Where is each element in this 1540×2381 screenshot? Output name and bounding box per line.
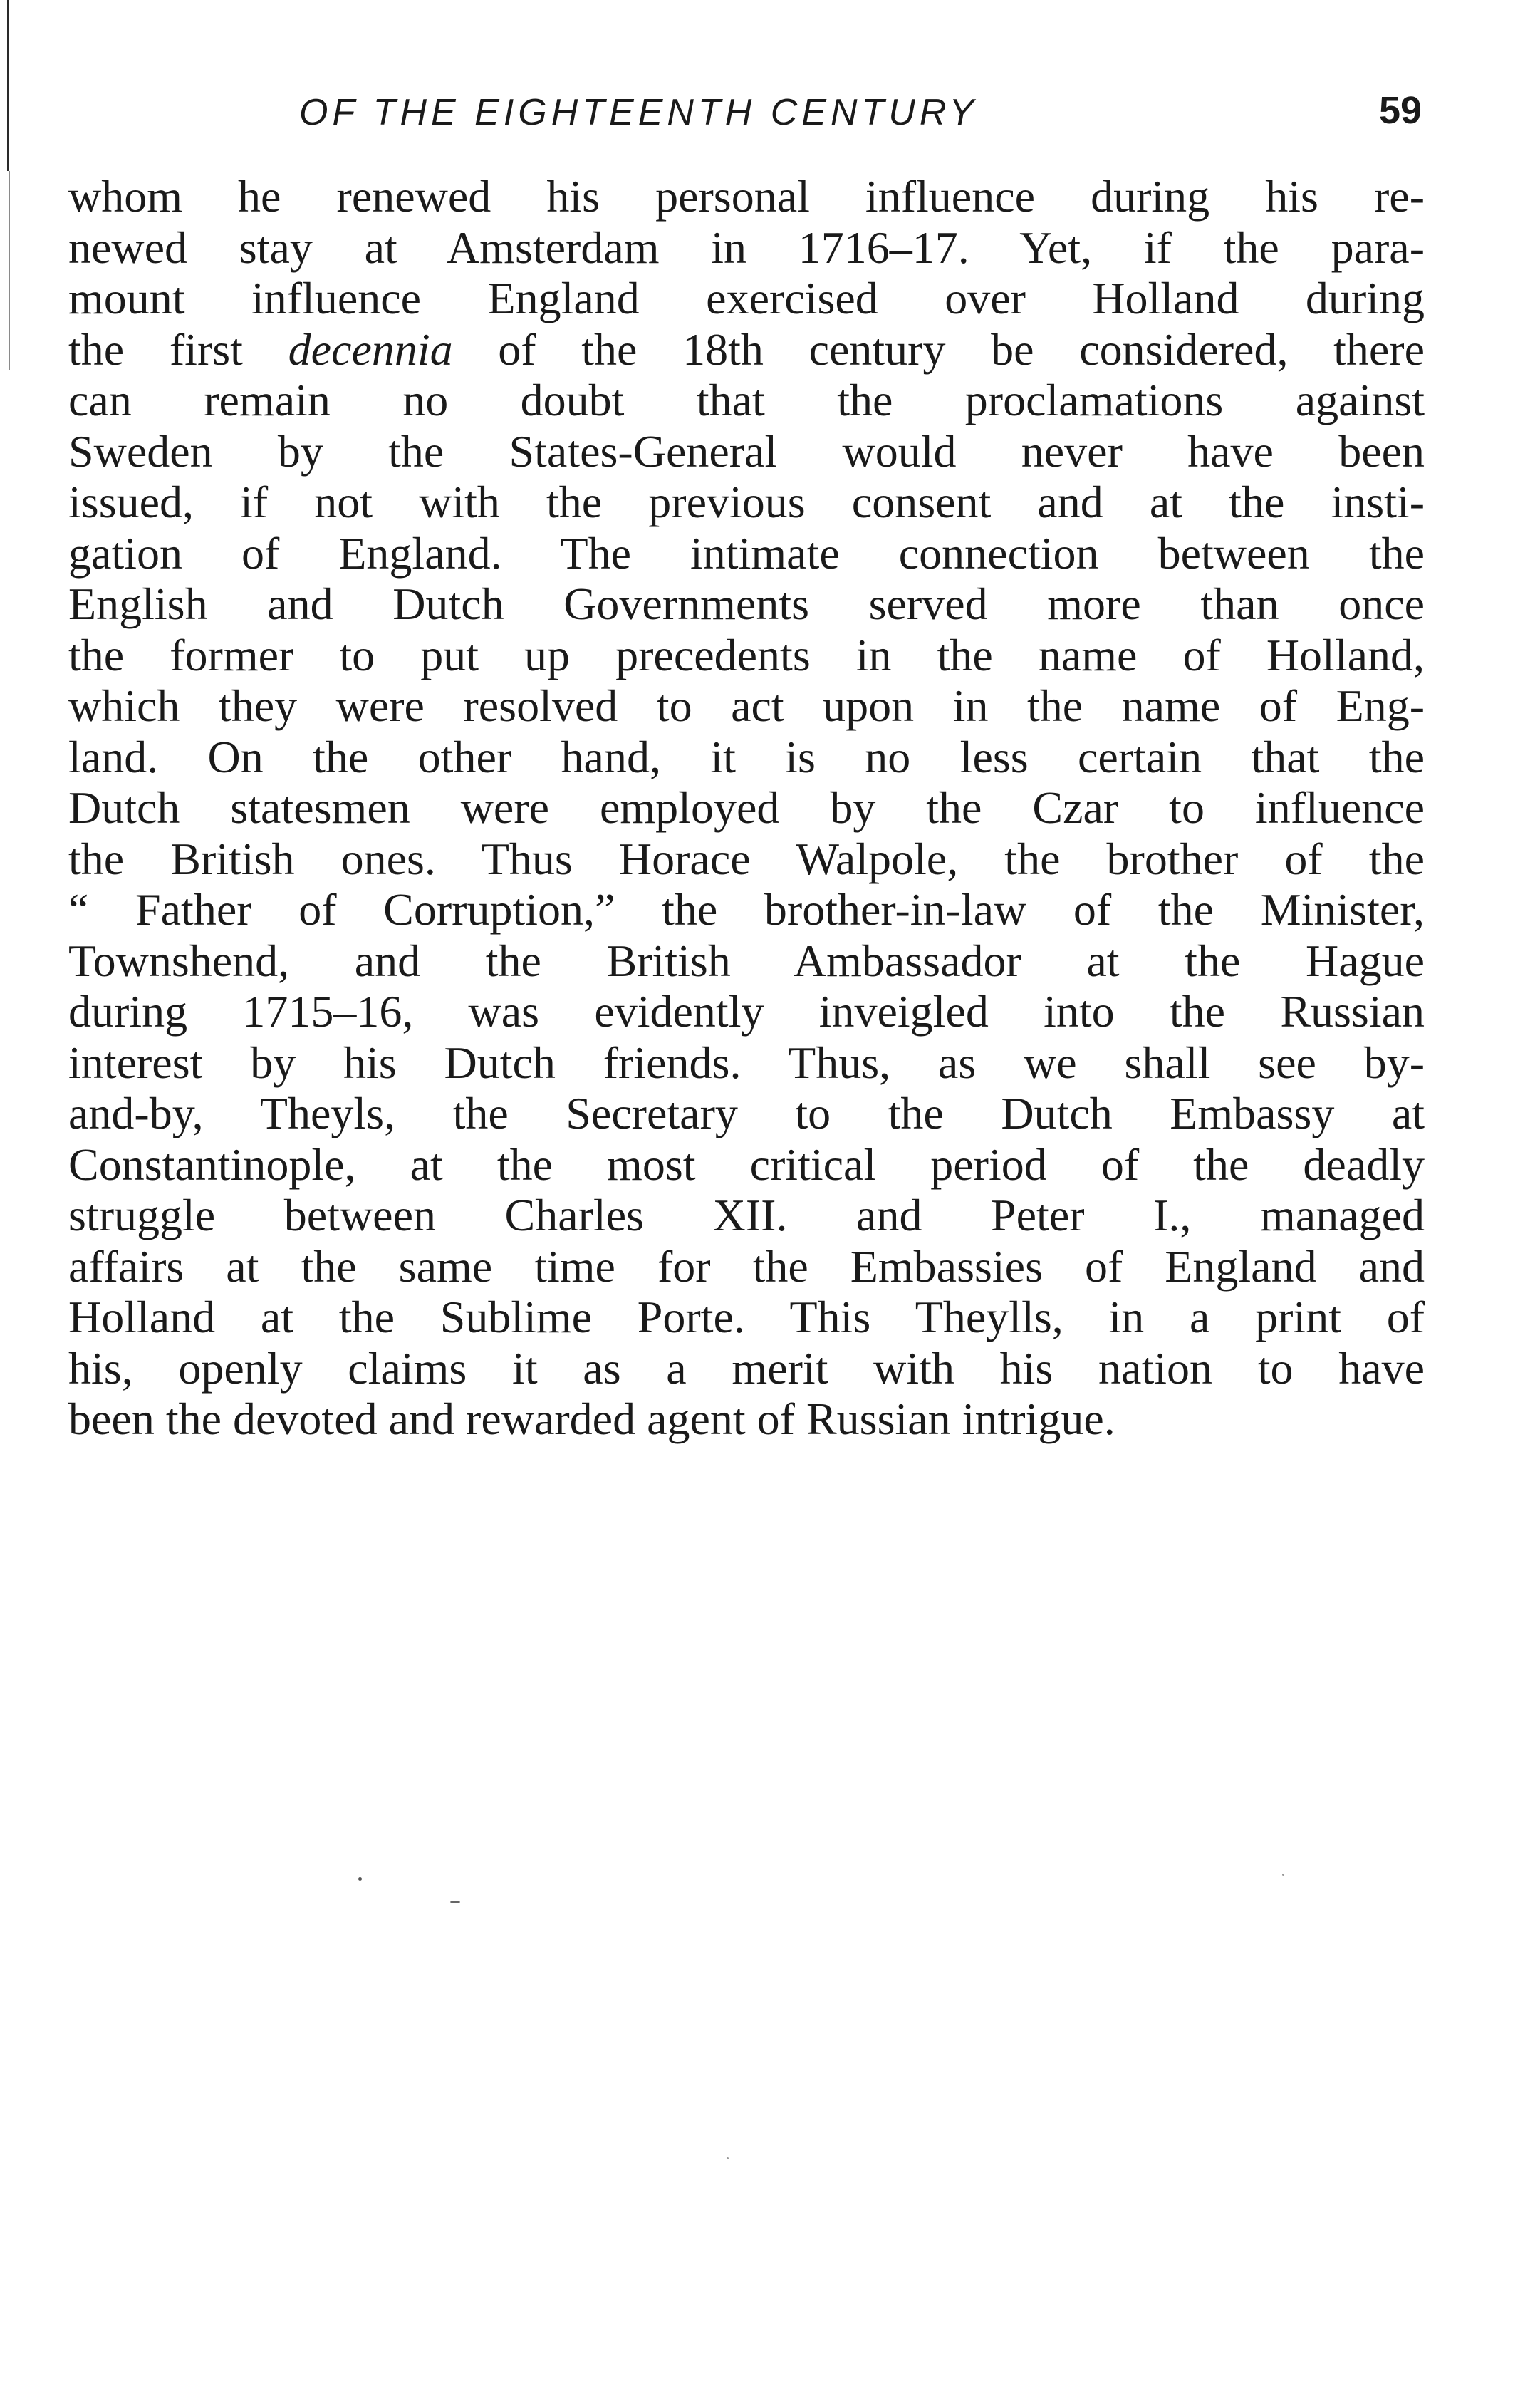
page-binding-edge-faint — [9, 171, 10, 370]
text-line: Holland at the Sublime Porte. This Theylls, in a print of — [68, 1292, 1425, 1342]
text-line: Sweden by the States-General would never have been — [68, 425, 1425, 477]
text-segment: the first — [68, 323, 288, 375]
text-line: struggle between Charles XII. and Peter I., managed — [68, 1190, 1425, 1240]
paper-speck — [1282, 1874, 1284, 1876]
text-line: Townshend, and the British Ambassador at the Hague — [68, 935, 1425, 986]
italic-term: decennia — [288, 323, 453, 375]
paper-speck — [727, 2157, 729, 2159]
text-line: whom he renewed his personal influence during his re- — [68, 171, 1425, 222]
text-line: during 1715–16, was evidently inveigled into the Russian — [68, 986, 1425, 1037]
text-line: can remain no doubt that the proclamations against — [68, 375, 1425, 425]
text-line: and-by, Theyls, the Secretary to the Dutch Embassy at — [68, 1088, 1425, 1138]
paper-speck — [450, 1901, 460, 1903]
text-line: “ Father of Corruption,” the brother-in-law of the Minister, — [68, 884, 1425, 935]
text-line: Dutch statesmen were employed by the Czar to influence — [68, 782, 1425, 833]
paper-speck — [358, 1877, 362, 1881]
text-line: the former to put up precedents in the name of Holland, — [68, 629, 1425, 680]
text-line: affairs at the same time for the Embassies of England and — [68, 1240, 1425, 1292]
text-line — [68, 324, 1425, 375]
body-text — [68, 171, 1425, 1445]
text-line: interest by his Dutch friends. Thus, as we shall see by- — [68, 1037, 1425, 1088]
text-line: the British ones. Thus Horace Walpole, the brother of the — [68, 833, 1425, 884]
text-segment: of the 18th century be considered, there — [452, 323, 1425, 375]
text-line: Constantinople, at the most critical period of the deadly — [68, 1138, 1425, 1190]
page-binding-edge — [7, 0, 9, 171]
text-line: newed stay at Amsterdam in 1716–17. Yet, if the para- — [68, 222, 1425, 273]
text-line: gation of England. The intimate connection between the — [68, 527, 1425, 579]
text-line: his, openly claims it as a merit with his nation to have — [68, 1342, 1425, 1394]
text-line: mount influence England exercised over Holland during — [68, 273, 1425, 323]
text-line: English and Dutch Governments served more than once — [68, 579, 1425, 629]
text-line: been the devoted and rewarded agent of Russian intrigue. — [68, 1394, 1115, 1444]
text-line: which they were resolved to act upon in the name of Eng- — [68, 680, 1425, 731]
page-number: 59 — [1379, 89, 1422, 132]
running-head: OF THE EIGHTEENTH CENTURY — [299, 92, 979, 133]
text-line: issued, if not with the previous consent and at the insti- — [68, 477, 1425, 527]
text-line: land. On the other hand, it is no less certain that the — [68, 731, 1425, 782]
